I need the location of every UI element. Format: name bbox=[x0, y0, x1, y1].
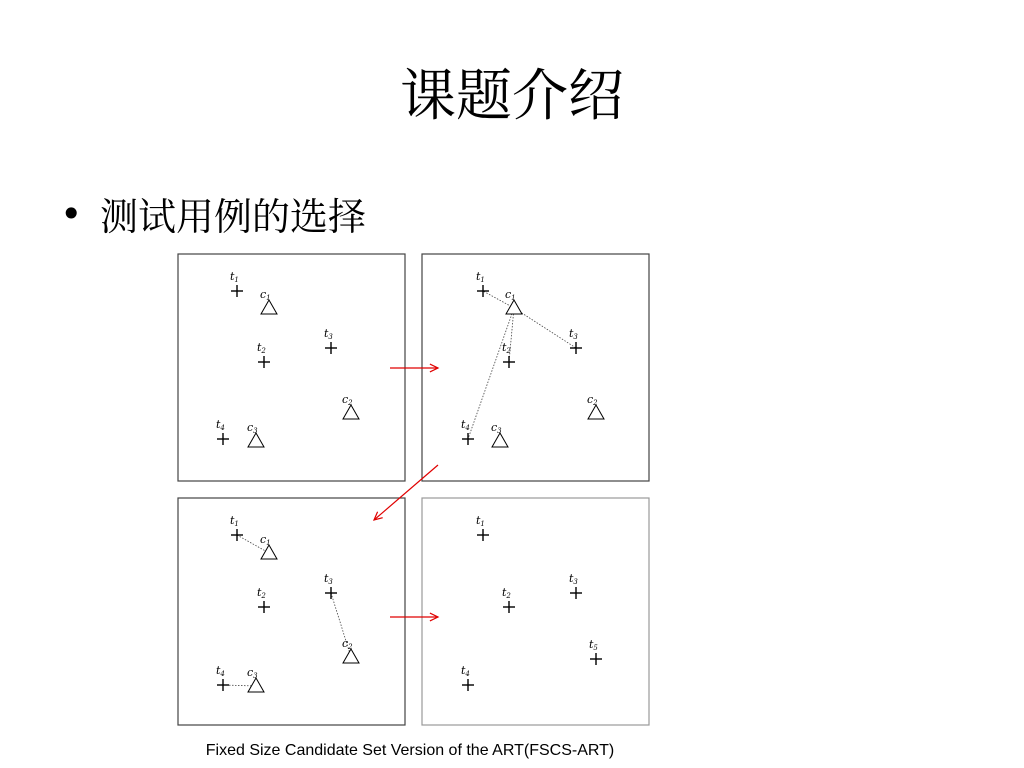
candidate-label: c1 bbox=[505, 288, 516, 302]
slide-title: 课题介绍 bbox=[400, 64, 624, 129]
test-case-label: t4 bbox=[216, 418, 225, 432]
diagram-panel-3 bbox=[178, 498, 405, 725]
test-case-label: t4 bbox=[461, 418, 470, 432]
candidate-label: c2 bbox=[342, 393, 353, 407]
candidate-label: c3 bbox=[247, 421, 258, 435]
test-case-label: t2 bbox=[257, 586, 266, 600]
bullet-text: 测试用例的选择 bbox=[100, 195, 367, 239]
test-case-label: t2 bbox=[502, 586, 511, 600]
panel-frame bbox=[422, 254, 649, 481]
bullet-marker: • bbox=[60, 191, 83, 236]
candidate-label: c2 bbox=[587, 393, 598, 407]
test-case-label: t2 bbox=[502, 341, 511, 355]
test-case-label: t3 bbox=[324, 327, 333, 341]
candidate-label: c1 bbox=[260, 288, 271, 302]
test-case-label: t1 bbox=[230, 270, 239, 284]
diagram-panel-4 bbox=[422, 498, 649, 725]
diagram-panel-1 bbox=[178, 254, 405, 481]
test-case-label: t4 bbox=[216, 664, 225, 678]
test-case-label: t2 bbox=[257, 341, 266, 355]
test-case-label: t1 bbox=[230, 514, 239, 528]
diagram-panel-2 bbox=[422, 254, 649, 481]
test-case-label: t3 bbox=[324, 572, 333, 586]
candidate-label: c2 bbox=[342, 637, 353, 651]
test-case-label: t3 bbox=[569, 327, 578, 341]
candidate-label: c3 bbox=[247, 666, 258, 680]
figure-caption: Fixed Size Candidate Set Version of the ART(FSCS-ART) bbox=[205, 742, 615, 759]
panel-frame bbox=[422, 498, 649, 725]
candidate-label: c1 bbox=[260, 533, 271, 547]
candidate-label: c3 bbox=[491, 421, 502, 435]
test-case-label: t1 bbox=[476, 270, 485, 284]
test-case-label: t5 bbox=[589, 638, 598, 652]
test-case-label: t3 bbox=[569, 572, 578, 586]
panel-frame bbox=[178, 498, 405, 725]
test-case-label: t1 bbox=[476, 514, 485, 528]
test-case-label: t4 bbox=[461, 664, 470, 678]
panel-frame bbox=[178, 254, 405, 481]
